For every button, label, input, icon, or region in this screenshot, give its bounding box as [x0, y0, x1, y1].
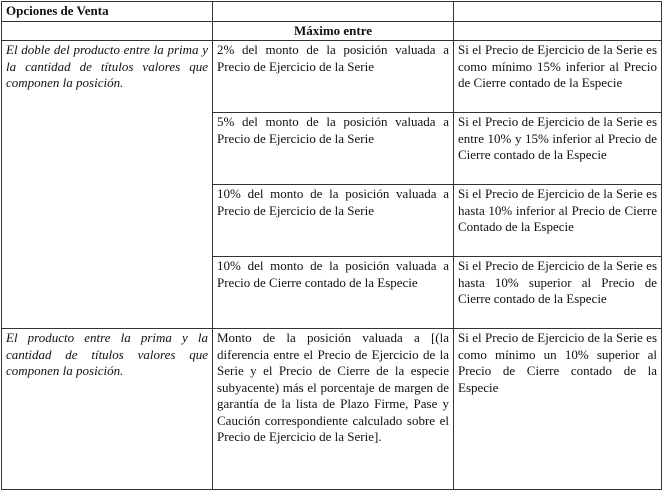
amount-cell: 10% del monto de la posición valuada a Precio de Cierre contado de la Especie — [213, 257, 454, 329]
empty-cell — [454, 21, 662, 41]
table-title: Opciones de Venta — [2, 2, 213, 22]
table-header-row — [2, 2, 662, 22]
condition-cell: Si el Precio de Ejercicio de la Serie es como mínimo 15% inferior al Precio de Cierre contado de la Especie — [454, 41, 662, 113]
amount-cell: Monto de la posición valuada a [(la diferencia entre el Precio de Ejercicio de la Serie y el Precio de Cierre de la especie subyacente) más el porcentaje de margen de garantía de la lista de Plazo Firme, Pase y Caución correspondiente calculado sobre el Precio de Ejercicio de la Serie]. — [213, 329, 454, 490]
condition-cell: Si el Precio de Ejercicio de la Serie es hasta 10% superior al Precio de Cierre contado de la Especie — [454, 257, 662, 329]
empty-cell — [213, 2, 454, 22]
empty-cell — [2, 21, 213, 41]
table-row — [2, 41, 662, 113]
amount-cell: 5% del monto de la posición valuada a Precio de Ejercicio de la Serie — [213, 113, 454, 185]
table-row — [2, 329, 662, 490]
margin-requirements-table — [1, 1, 662, 490]
group1-description: El doble del producto entre la prima y la cantidad de títulos valores que componen la posición. — [2, 41, 213, 329]
condition-cell: Si el Precio de Ejercicio de la Serie es como mínimo un 10% superior al Precio de Cierre contado de la Especie — [454, 329, 662, 490]
condition-cell: Si el Precio de Ejercicio de la Serie es entre 10% y 15% inferior al Precio de Cierre contado de la Especie — [454, 113, 662, 185]
empty-cell — [454, 2, 662, 22]
amount-cell: 2% del monto de la posición valuada a Precio de Ejercicio de la Serie — [213, 41, 454, 113]
table-subheader-row — [2, 21, 662, 41]
group2-description: El producto entre la prima y la cantidad de títulos valores que componen la posición. — [2, 329, 213, 490]
max-label: Máximo entre — [213, 21, 454, 41]
condition-cell: Si el Precio de Ejercicio de la Serie es hasta 10% inferior al Precio de Cierre Contado de la Especie — [454, 185, 662, 257]
amount-cell: 10% del monto de la posición valuada a Precio de Ejercicio de la Serie — [213, 185, 454, 257]
